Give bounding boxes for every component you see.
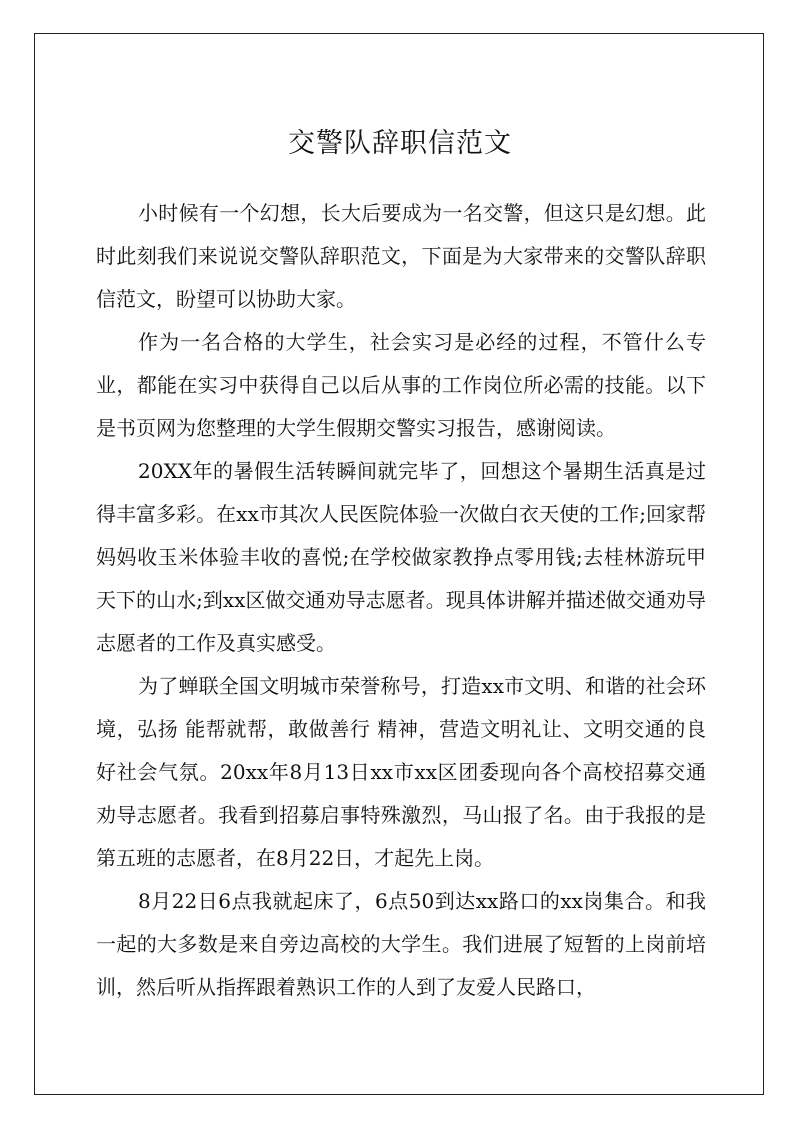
paragraph-2: 作为一名合格的大学生，社会实习是必经的过程，不管什么专业，都能在实习中获得自己以后从事的工作岗位所必需的技能。以下是书页网为您整理的大学生假期交警实习报告，感谢阅读。 xyxy=(96,330,706,440)
paragraph-4: 为了蝉联全国文明城市荣誉称号，打造xx市文明、和谐的社会环境，弘扬 能帮就帮，敢做善行 精神，营造文明礼让、文明交通的良好社会气氛。20xx年8月13日xx市xx区团委现向各个高校招募交通劝导志愿者。我看到招募启事特殊激烈，马山报了名。由于我报的是第五班的志愿者，在8月22日，才起先上岗。 xyxy=(96,674,706,870)
document-body xyxy=(96,192,706,1009)
paragraph-1: 小时候有一个幻想，长大后要成为一名交警，但这只是幻想。此时此刻我们来说说交警队辞职范文，下面是为大家带来的交警队辞职信范文，盼望可以协助大家。 xyxy=(96,201,706,311)
paragraph-5: 8月22日6点我就起床了，6点50到达xx路口的xx岗集合。和我一起的大多数是来自旁边高校的大学生。我们进展了短暂的上岗前培训，然后听从指挥跟着熟识工作的人到了友爱人民路口， xyxy=(96,889,706,999)
document-title: 交警队辞职信范文 xyxy=(288,128,512,159)
paragraph-3: 20XX年的暑假生活转瞬间就完毕了，回想这个暑期生活真是过得丰富多彩。在xx市其次人民医院体验一次做白衣天使的工作;回家帮妈妈收玉米体验丰收的喜悦;在学校做家教挣点零用钱;去桂林游玩甲天下的山水;到xx区做交通劝导志愿者。现具体讲解并描述做交通劝导志愿者的工作及真实感受。 xyxy=(96,459,706,655)
